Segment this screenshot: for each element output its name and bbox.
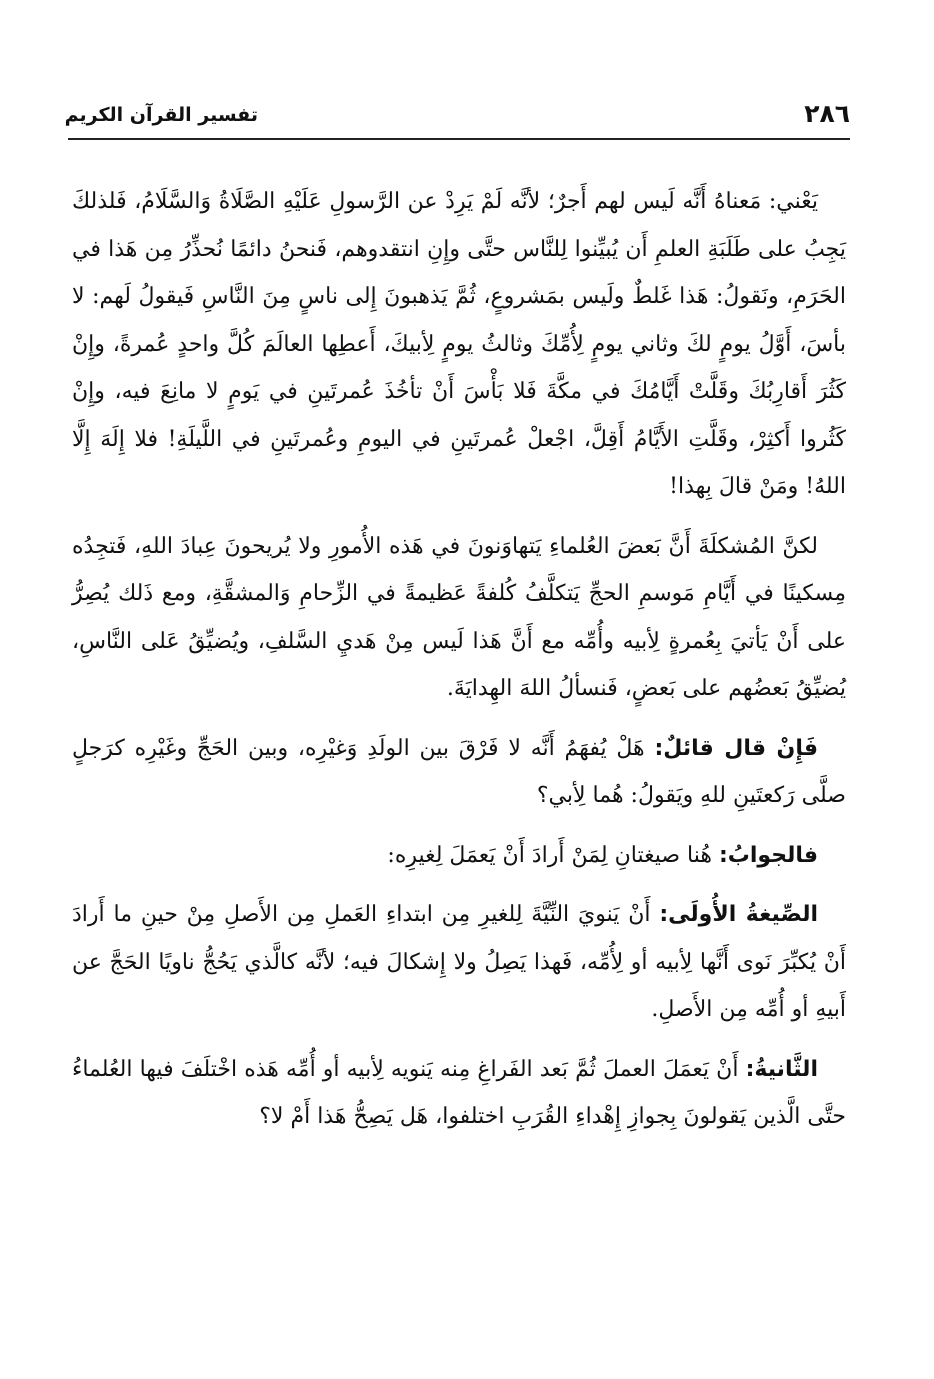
paragraph-1 bbox=[72, 178, 846, 511]
paragraph-text: أَنْ يَعمَلَ العملَ ثُمَّ بَعد الفَراغِ مِنه يَنويه لِأبيه أو أُمِّه هَذه اخْتلَفَ فيها العُلماءُ حتَّى الَّذين يَقولونَ بِجوازِ إِهْداءِ القُرَبِ اختلفوا، هَل يَصِحُّ هَذا أَمْ لا؟ bbox=[72, 1056, 846, 1129]
paragraph-text: هَلْ يُفهَمُ أَنَّه لا فَرْقَ بين الولَدِ وَغيْرِه، وبين الحَجِّ وغَيْرِه كرَجلٍ صلَّى رَكعتَينِ للهِ ويَقولُ: هُما لِأبي؟ bbox=[72, 735, 846, 808]
paragraph-text: لكنَّ المُشكلَةَ أَنَّ بَعضَ العُلماءِ يَتهاوَنونَ في هَذه الأُمورِ ولا يُريحونَ عِبادَ اللهِ، فَتجِدُه مِسكينًا في أَيَّامِ مَوسمِ الحجِّ يَتكلَّفُ كُلفةً عَظيمةً في الزِّحامِ وَالمشقَّةِ، ومع ذَلك يُصِرُّ على أَنْ يَأتيَ بِعُمرةٍ لِأبيه وأُمِّه مع أَنَّ هَذا لَيس مِنْ هَديِ السَّلفِ، ويُضيِّقُ عَلى النَّاسِ، يُضيِّقُ بَعضُهم على بَعضٍ، فَنسألُ اللهَ الهِدايَةَ. bbox=[72, 533, 846, 701]
page-body bbox=[72, 178, 846, 1153]
paragraph-lead: الثَّانيةُ: bbox=[745, 1056, 818, 1082]
paragraph-4 bbox=[72, 832, 846, 880]
header-rule bbox=[68, 138, 850, 140]
paragraph-lead: فالجوابُ: bbox=[718, 842, 818, 868]
paragraph-3 bbox=[72, 725, 846, 820]
paragraph-text: يَعْني: مَعناهُ أَنَّه لَيس لهم أَجرٌ؛ لأنَّه لَمْ يَرِدْ عن الرَّسولِ عَلَيْهِ الصَّلَاةُ وَالسَّلَامُ، فَلذلكَ يَجِبُ على طَلَبَةِ العلمِ أَن يُبيِّنوا لِلنَّاس حتَّى وإِنِ انتقدوهم، فَنحنُ دائمًا نُحذِّرُ مِن هَذا في الحَرَمِ، ونَقولُ: هَذا غَلطٌ ولَيس بمَشروعٍ، ثُمَّ يَذهبونَ إِلى ناسٍ مِنَ النَّاسِ فَيقولُ لَهم: لا بأسَ، أَوَّلُ يومٍ لكَ وثاني يومٍ لِأُمِّكَ وثالثُ يومٍ لِأبيكَ، أَعطِها العالَمَ كُلَّ واحدٍ عُمرةً، وإِنْ كَثُرَ أَقارِبُكَ وقَلَّتْ أَيَّامُكَ في مكَّةَ فَلا بَأْسَ أَنْ تأخُذَ عُمرتَينِ في يَومٍ لا مانِعَ فيه، وإِنْ كَثُروا أَكثِرْ، وقَلَّتِ الأَيَّامُ أَقِلَّ، اجْعلْ عُمرتَينِ في اليومِ وعُمرتَينِ في اللَّيلَةِ! فلا إِلَهَ إِلَّا اللهُ! ومَنْ قالَ بِهذا! bbox=[72, 189, 846, 499]
page-number: ٢٨٦ bbox=[804, 99, 850, 128]
paragraph-2 bbox=[72, 523, 846, 713]
paragraph-5 bbox=[72, 891, 846, 1034]
running-header bbox=[64, 96, 850, 140]
paragraph-text: أَنْ يَنويَ النِّيَّةَ لِلغيرِ مِن ابتداءِ العَملِ مِن الأَصلِ مِنْ حينِ ما أَرادَ أَنْ يُكبِّرَ نَوى أَنَّها لِأبيه أو لِأُمِّه، فَهذا يَصِلُ ولا إِشكالَ فيه؛ لأنَّه كالَّذي يَحُجُّ ناويًا الحَجَّ عن أَبيهِ أو أُمِّه مِن الأَصلِ. bbox=[72, 902, 846, 1022]
paragraph-lead: فَإِنْ قال قائلٌ: bbox=[654, 735, 818, 761]
book-title: تفسير القرآن الكريم bbox=[64, 104, 258, 126]
paragraph-6 bbox=[72, 1046, 846, 1141]
paragraph-text: هُنا صيغتانِ لِمَنْ أَرادَ أَنْ يَعمَلَ لِغيرِه: bbox=[387, 842, 719, 868]
paragraph-lead: الصِّيغةُ الأُولَى: bbox=[659, 902, 818, 927]
